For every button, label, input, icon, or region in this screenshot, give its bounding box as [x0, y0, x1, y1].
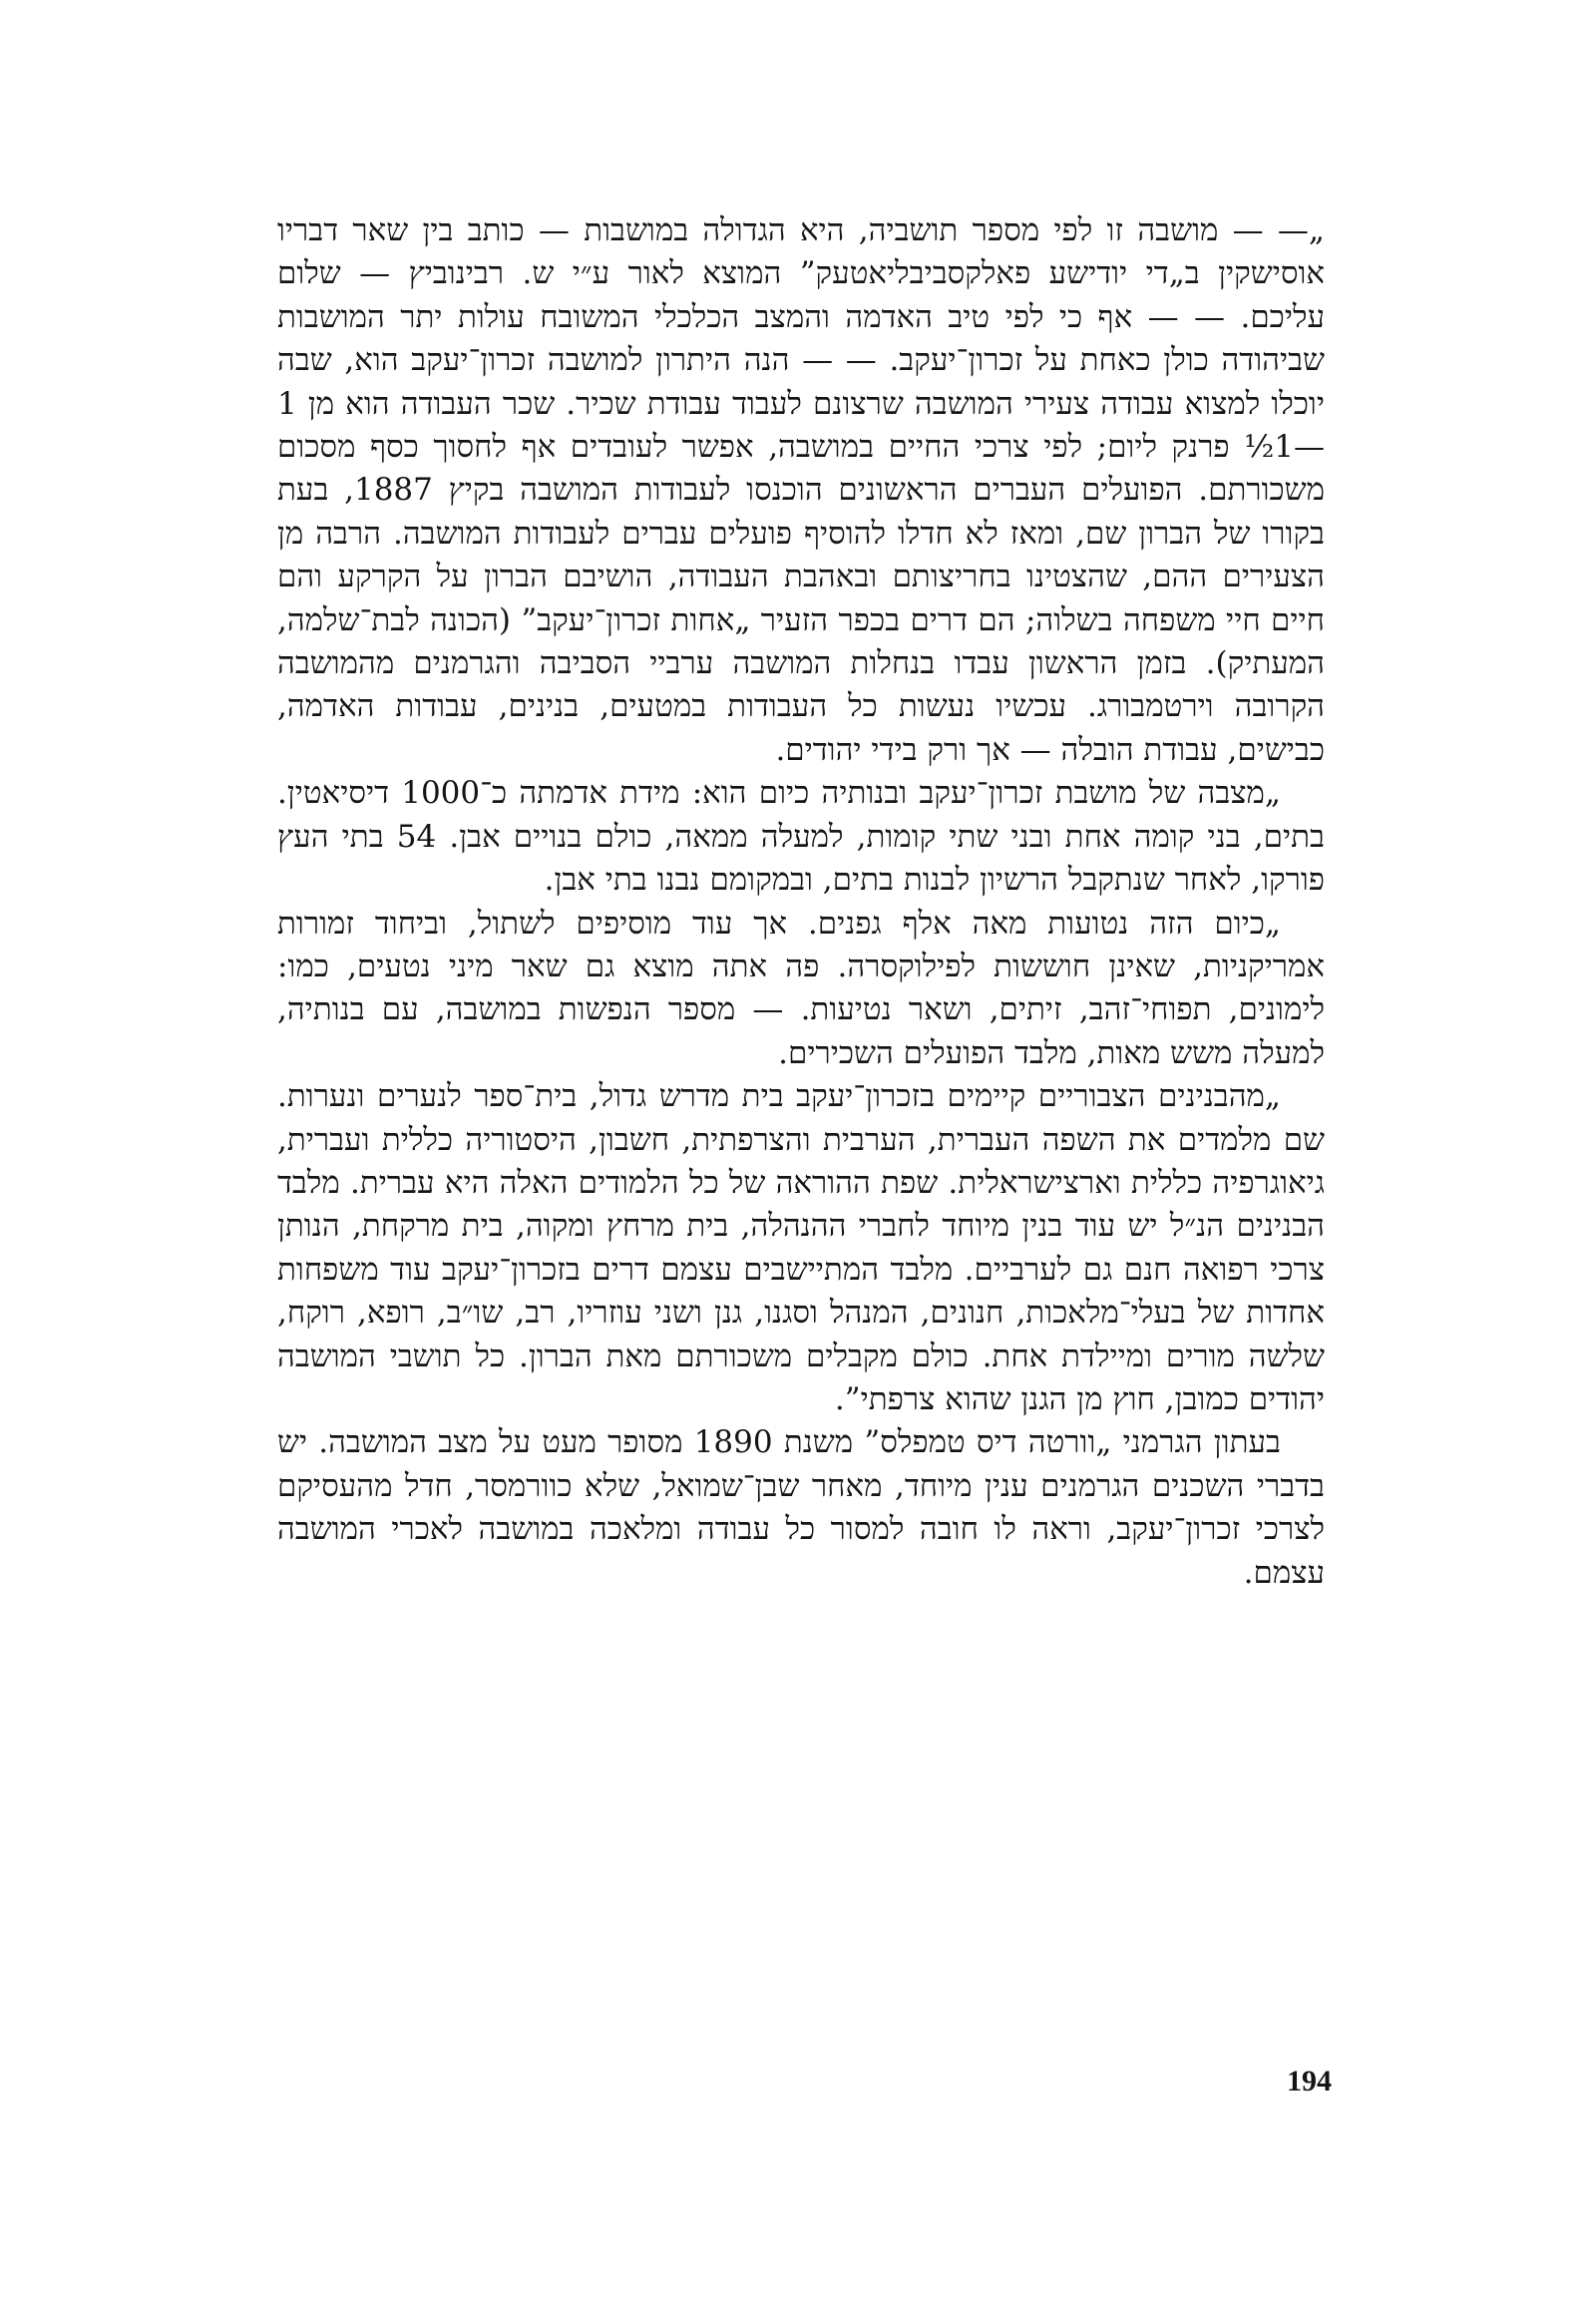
body-text [277, 209, 1325, 1595]
paragraph-2: „מצבה של מושבת זכרון־יעקב ובנותיה כיום הוא: מידת אדמתה כ־1000 דיסיאטין. בתים, בני קומה אחת ובני שתי קומות, למעלה ממאה, כולם בנויים אבן. 54 בתי העץ פורקו, לאחר שנתקבל הרשיון לבנות בתים, ובמקומם נבנו בתי אבן. [277, 775, 1325, 899]
paragraph-5: בעתון הגרמני „וורטה דיס טמפלס” משנת 1890 מסופר מעט על מצב המושבה. יש בדברי השכנים הגרמנים ענין מיוחד, מאחר שבן־שמואל, שלא כוורמסר, חדל מהעסיקם לצרכי זכרון־יעקב, וראה לו חובה למסור כל עבודה ומלאכה במושבה לאכרי המושבה עצמם. [277, 1424, 1325, 1591]
paragraph-3: „כיום הזה נטועות מאה אלף גפנים. אך עוד מוסיפים לשתול, וביחוד זמורות אמריקניות, שאינן חוששות לפילוקסרה. פה אתה מוצא גם שאר מיני נטעים, כמו: לימונים, תפוחי־זהב, זיתים, ושאר נטיעות. — מספר הנפשות במושבה, עם בנותיה, למעלה משש מאות, מלבד הפועלים השכירים. [277, 905, 1325, 1071]
paragraph-1: „— — מושבה זו לפי מספר תושביה, היא הגדולה במושבות — כותב בין שאר דבריו אוסישקין ב„די יודישע פאלקסביבליאטעק” המוצא לאור ע״י ש. רבינוביץ — שלום עליכם. — — אף כי לפי טיב האדמה והמצב הכלכלי המשובח עולות יתר המושבות שביהודה כולן כאחת על זכרון־יעקב. — — הנה היתרון למושבה זכרון־יעקב הוא, שבה יוכלו למצוא עבודה צעירי המושבה שרצונם לעבוד עבודת שכיר. שכר העבודה הוא מן 1—1½ פרנק ליום; לפי צרכי החיים במושבה, אפשר לעובדים אף לחסוך כסף מסכום משכורתם. הפועלים העברים הראשונים הוכנסו לעבודות המושבה בקיץ 1887, בעת בקורו של הברון שם, ומאז לא חדלו להוסיף פועלים עברים לעבודות המושבה. הרבה מן הצעירים ההם, שהצטינו בחריצותם ובאהבת העבודה, הושיבם הברון על הקרקע והם חיים חיי משפחה בשלוה; הם דרים בכפר הזעיר „אחות זכרון־יעקב” (הכונה לבת־שלמה, המעתיק). בזמן הראשון עבדו בנחלות המושבה ערביי הסביבה והגרמנים מהמושבה הקרובה וירטמבורג. עכשיו נעשות כל העבודות במטעים, בנינים, עבודות האדמה, כבישים, עבודת הובלה — אך ורק בידי יהודים. [277, 212, 1325, 768]
page-number: 194 [1287, 2065, 1332, 2098]
paragraph-4: „מהבנינים הצבוריים קיימים בזכרון־יעקב בית מדרש גדול, בית־ספר לנערים ונערות. שם מלמדים את השפה העברית, הערבית והצרפתית, חשבון, היסטוריה כללית ועברית, גיאוגרפיה כללית וארצישראלית. שפת ההוראה של כל הלמודים האלה היא עברית. מלבד הבנינים הנ״ל יש עוד בנין מיוחד לחברי ההנהלה, בית מרחץ ומקוה, בית מרקחת, הנותן צרכי רפואה חנם גם לערביים. מלבד המתיישבים עצמם דרים בזכרון־יעקב עוד משפחות אחדות של בעלי־מלאכות, חנונים, המנהל וסגנו, גנן ושני עוזריו, רב, שו״ב, רופא, רוקח, שלשה מורים ומיילדת אחת. כולם מקבלים משכורתם מאת הברון. כל תושבי המושבה יהודים כמובן, חוץ מן הגנן שהוא צרפתי”. [277, 1078, 1325, 1417]
